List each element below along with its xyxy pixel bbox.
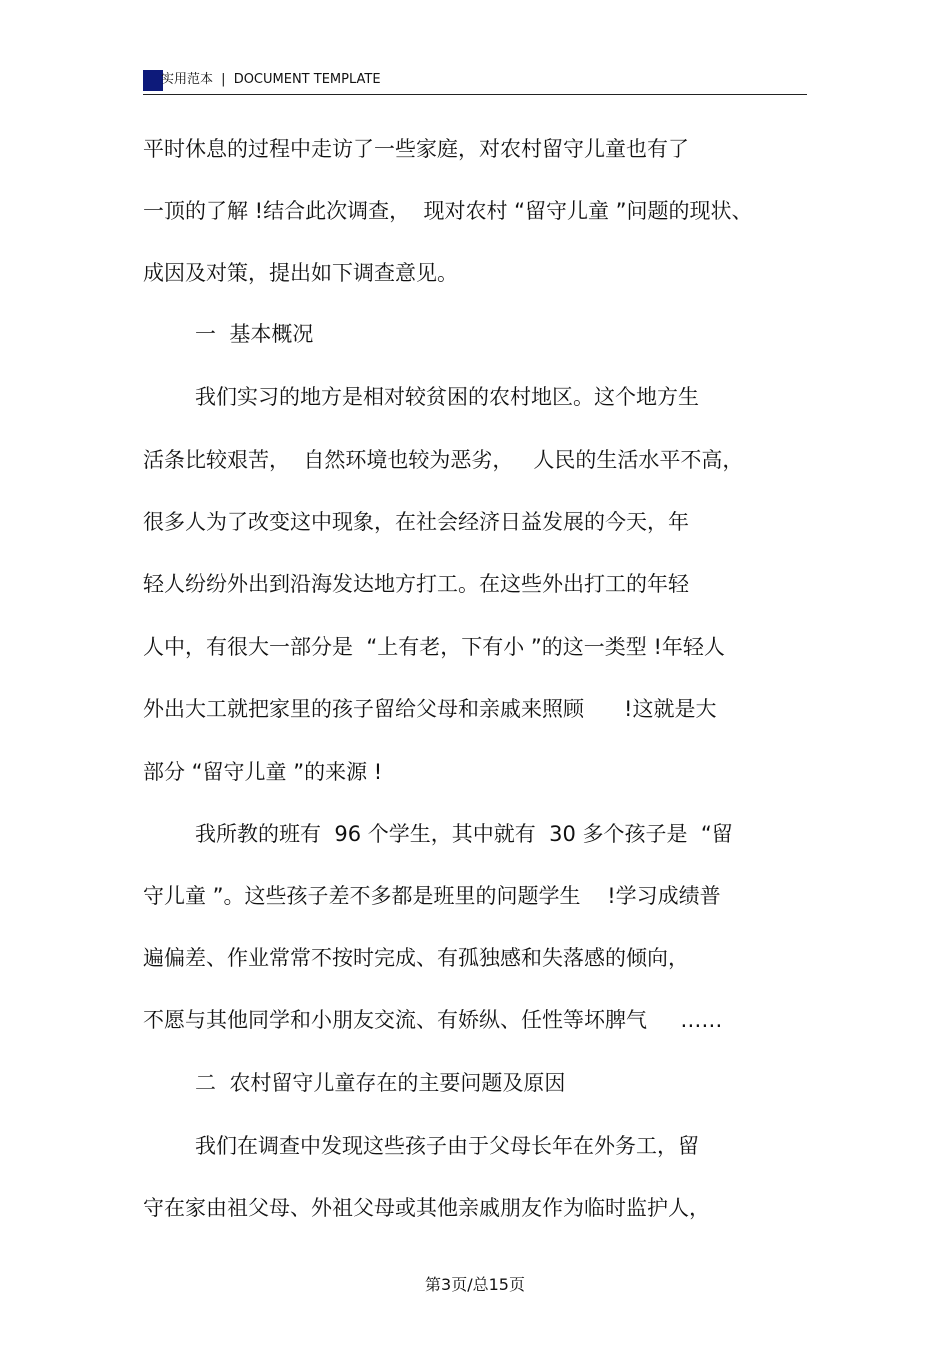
header-logo-square: [143, 70, 163, 91]
body-line: 守儿童 ”。这些孩子差不多都是班里的问题学生 !学习成绩普: [143, 884, 721, 908]
header-subtitle: DOCUMENT TEMPLATE: [233, 72, 381, 87]
document-header: [143, 70, 807, 95]
body-line: 守在家由祖父母、外祖父母或其他亲戚朋友作为临时监护人，: [143, 1196, 710, 1220]
body-line: 我们在调查中发现这些孩子由于父母长年在外务工，留: [195, 1134, 699, 1158]
header-separator: |: [221, 72, 226, 87]
header-title: 实用范本: [161, 72, 214, 87]
body-line: 外出大工就把家里的孩子留给父母和亲戚来照顾 !这就是大: [143, 697, 717, 721]
body-line: 轻人纷纷外出到沿海发达地方打工。在这些外出打工的年轻: [143, 572, 689, 596]
body-line: 遍偏差、作业常常不按时完成、有孤独感和失落感的倾向，: [143, 946, 689, 970]
body-line: 活条比较艰苦， 自然环境也较为恶劣， 人民的生活水平不高，: [143, 448, 744, 472]
body-line: 平时休息的过程中走访了一些家庭，对农村留守儿童也有了: [143, 137, 689, 161]
body-line: 我所教的班有 96 个学生，其中就有 30 多个孩子是 “留: [195, 822, 733, 846]
section-heading: 二 农村留守儿童存在的主要问题及原因: [195, 1071, 566, 1095]
body-line: 不愿与其他同学和小朋友交流、有娇纵、任性等坏脾气 ……: [143, 1008, 723, 1032]
section-heading: 一 基本概况: [195, 322, 314, 346]
header-text: [161, 72, 381, 88]
body-line: 部分 “留守儿童 ”的来源 !: [143, 760, 383, 784]
body-line: 很多人为了改变这中现象，在社会经济日益发展的今天，年: [143, 510, 689, 534]
body-line: 人中，有很大一部分是 “上有老，下有小 ”的这一类型 !年轻人: [143, 635, 725, 659]
body-line: 成因及对策，提出如下调查意见。: [143, 261, 458, 285]
body-line: 我们实习的地方是相对较贫困的农村地区。这个地方生: [195, 385, 699, 409]
page-indicator: 第3页/总15页: [425, 1275, 525, 1294]
body-line: 一顶的了解 !结合此次调查， 现对农村 “留守儿童 ”问题的现状、: [143, 199, 753, 223]
